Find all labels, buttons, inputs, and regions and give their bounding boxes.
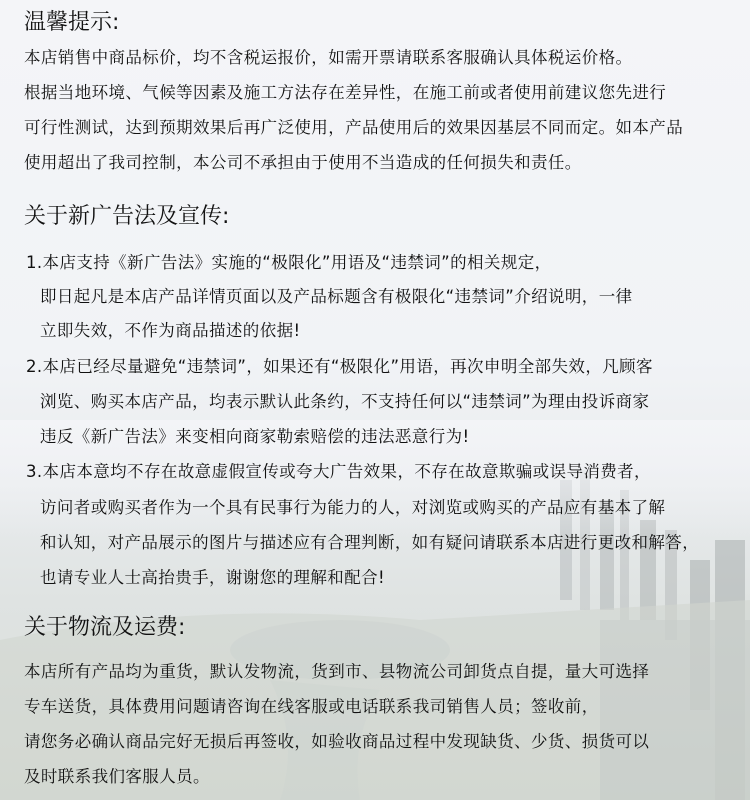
ad-law-line: 即日起凡是本店产品详情页面以及产品标题含有极限化“违禁词”介绍说明，一律 xyxy=(40,287,633,306)
ad-law-heading: 关于新广告法及宣传: xyxy=(24,204,230,229)
tips-heading: 温馨提示: xyxy=(24,10,120,35)
ad-law-line: 访问者或购买者作为一个具有民事行为能力的人，对浏览或购买的产品应有基本了解 xyxy=(40,498,666,517)
ad-law-line: 1.本店支持《新广告法》实施的“极限化”用语及“违禁词”的相关规定， xyxy=(26,253,552,272)
ad-law-line: 立即失效，不作为商品描述的依据! xyxy=(40,321,301,340)
ad-law-line: 和认知，对产品展示的图片与描述应有合理判断，如有疑问请联系本店进行更改和解答， xyxy=(40,533,700,552)
tips-line: 可行性测试，达到预期效果后再广泛使用，产品使用后的效果因基层不同而定。如本产品 xyxy=(24,118,684,137)
tips-line: 根据当地环境、气候等因素及施工方法存在差异性，在施工前或者使用前建议您先进行 xyxy=(24,83,667,102)
logistics-line: 专车送货，具体费用问题请咨询在线客服或电话联系我司销售人员；签收前， xyxy=(24,697,599,716)
tips-line: 本店销售中商品标价，均不含税运报价，如需开票请联系客服确认具体税运价格。 xyxy=(24,48,633,67)
logistics-line: 请您务必确认商品完好无损后再签收，如验收商品过程中发现缺货、少货、损货可以 xyxy=(24,732,650,751)
ad-law-line: 违反《新广告法》来变相向商家勒索赔偿的违法恶意行为! xyxy=(40,427,470,446)
ad-law-line: 3.本店本意均不存在故意虚假宣传或夸大广告效果，不存在故意欺骗或误导消费者， xyxy=(26,462,651,481)
tips-line: 使用超出了我司控制，本公司不承担由于使用不当造成的任何损失和责任。 xyxy=(24,153,582,172)
logistics-line: 及时联系我们客服人员。 xyxy=(24,767,210,786)
ad-law-line: 也请专业人士高抬贵手，谢谢您的理解和配合! xyxy=(40,568,386,587)
ad-law-line: 浏览、购买本店产品，均表示默认此条约，不支持任何以“违禁词”为理由投诉商家 xyxy=(40,392,650,411)
ad-law-line: 2.本店已经尽量避免“违禁词”，如果还有“极限化”用语，再次申明全部失效，凡顾客 xyxy=(26,357,653,376)
logistics-line: 本店所有产品均为重货，默认发物流，货到市、县物流公司卸货点自提，量大可选择 xyxy=(24,662,650,681)
logistics-heading: 关于物流及运费: xyxy=(24,615,186,640)
